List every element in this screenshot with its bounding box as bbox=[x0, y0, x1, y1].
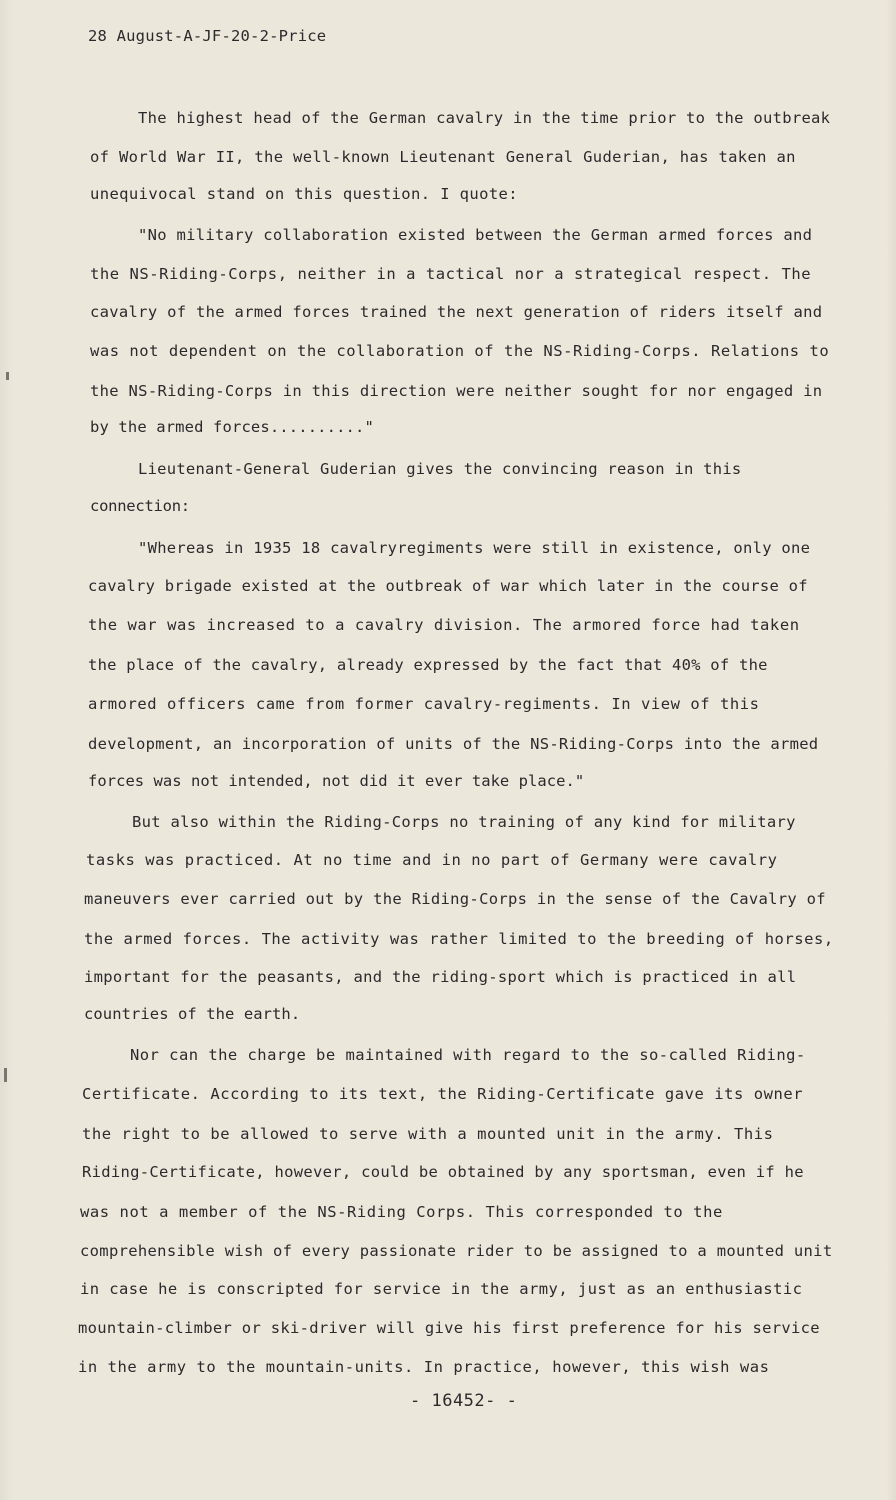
text-line: the NS-Riding-Corps in this direction were neither sought for nor engaged in bbox=[90, 382, 823, 400]
text-line: the NS-Riding-Corps, neither in a tactical nor a strategical respect. The bbox=[90, 265, 812, 283]
text-line: "Whereas in 1935 18 cavalryregiments were still in existence, only one bbox=[138, 539, 811, 557]
text-line: the place of the cavalry, already expressed by the fact that 40% of the bbox=[88, 656, 768, 674]
text-line: the armed forces. The activity was rather limited to the breeding of horses, bbox=[84, 930, 834, 948]
text-line: Lieutenant-General Guderian gives the convincing reason in this bbox=[138, 460, 742, 478]
text-line: "No military collaboration existed between the German armed forces and bbox=[138, 226, 813, 244]
text-line: The highest head of the German cavalry in the time prior to the outbreak bbox=[138, 109, 831, 127]
text-line: important for the peasants, and the riding-sport which is practiced in all bbox=[84, 968, 797, 986]
text-line: armored officers came from former cavalry-regiments. In view of this bbox=[88, 695, 760, 713]
text-line: in case he is conscripted for service in the army, just as an enthusiastic bbox=[80, 1280, 803, 1298]
text-line: the war was increased to a cavalry division. The armored force had taken bbox=[88, 616, 800, 634]
text-line: comprehensible wish of every passionate rider to be assigned to a mounted unit bbox=[80, 1242, 833, 1260]
text-line: Nor can the charge be maintained with regard to the so-called Riding- bbox=[130, 1046, 806, 1064]
text-line: mountain-climber or ski-driver will give his first preference for his service bbox=[78, 1319, 820, 1337]
text-line: the right to be allowed to serve with a mounted unit in the army. This bbox=[82, 1125, 774, 1143]
text-line: development, an incorporation of units of the NS-Riding-Corps into the armed bbox=[88, 735, 819, 753]
text-line: But also within the Riding-Corps no training of any kind for military bbox=[132, 813, 796, 831]
text-line: Certificate. According to its text, the Riding-Certificate gave its owner bbox=[82, 1085, 804, 1103]
text-line: was not a member of the NS-Riding Corps. This corresponded to the bbox=[80, 1203, 723, 1221]
text-line: cavalry brigade existed at the outbreak of war which later in the course of bbox=[88, 577, 808, 595]
text-line: forces was not intended, not did it ever take place." bbox=[88, 772, 585, 790]
page-number: - 16452- - bbox=[410, 1391, 518, 1411]
text-line: Riding-Certificate, however, could be obtained by any sportsman, even if he bbox=[82, 1163, 804, 1181]
margin-mark bbox=[6, 372, 9, 380]
text-line: countries of the earth. bbox=[84, 1005, 301, 1023]
margin-mark bbox=[4, 1068, 7, 1082]
text-line: cavalry of the armed forces trained the next generation of riders itself and bbox=[90, 303, 823, 321]
text-line: tasks was practiced. At no time and in no part of Germany were cavalry bbox=[86, 851, 778, 869]
text-line: unequivocal stand on this question. I quote: bbox=[90, 185, 519, 203]
text-line: maneuvers ever carried out by the Riding-Corps in the sense of the Cavalry of bbox=[84, 890, 826, 908]
page-header: 28 August-A-JF-20-2-Price bbox=[88, 27, 327, 45]
text-line: connection: bbox=[90, 497, 190, 515]
text-line: was not dependent on the collaboration of the NS-Riding-Corps. Relations to bbox=[90, 342, 830, 360]
text-line: by the armed forces.........." bbox=[90, 418, 374, 436]
text-line: in the army to the mountain-units. In practice, however, this wish was bbox=[78, 1358, 770, 1376]
text-line: of World War II, the well-known Lieutenant General Guderian, has taken an bbox=[90, 148, 796, 166]
